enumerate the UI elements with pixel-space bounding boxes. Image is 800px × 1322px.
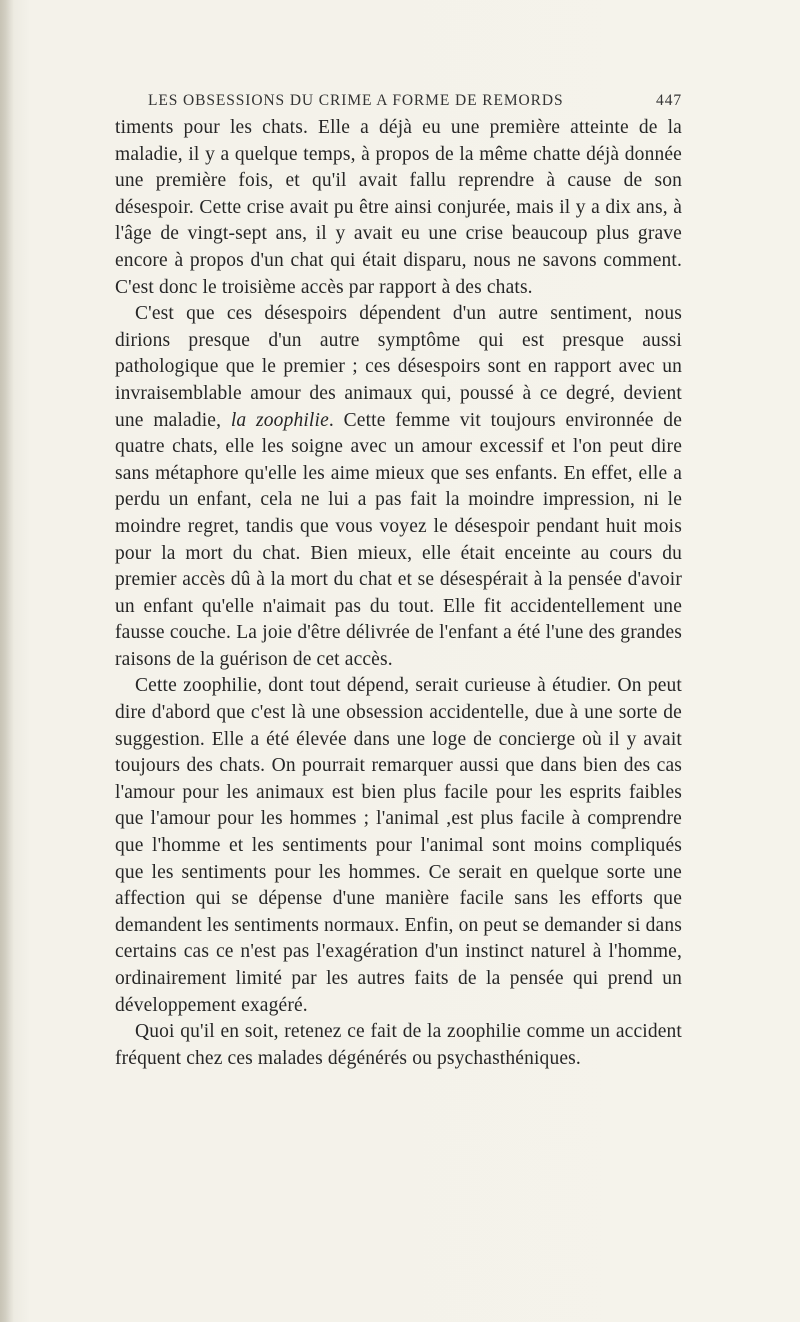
page-number: 447 (656, 92, 682, 109)
paragraph-2-after: . Cette femme vit toujours environnée de quatre chats, elle les soigne avec un amour excessif et l'on peut dire sans métaphore qu'elle les aime mieux que ses enfants. En effet, elle a perdu un enfant, cela ne lui a pas fait la moindre impression, ni le moindre regret, tandis que vous voyez le désespoir pendant huit mois pour la mort du chat. Bien mieux, elle était enceinte au cours du premier accès dû à la mort du chat et se désespérait à la pensée d'avoir un enfant qu'elle n'aimait pas du tout. Elle fit accidentellement une fausse couche. La joie d'être délivrée de l'enfant a été l'une des grandes raisons de la guérison de cet accès. (115, 409, 683, 670)
running-title: LES OBSESSIONS DU CRIME A FORME DE REMORDS (148, 92, 564, 109)
body-text (115, 115, 682, 1072)
spine-shadow (0, 0, 14, 1322)
paragraph-3: Cette zoophilie, dont tout dépend, serait curieuse à étudier. On peut dire d'abord que c'est là une obsession accidentelle, due à une sorte de suggestion. Elle a été élevée dans une loge de concierge où il y avait toujours des chats. On pourrait remarquer aussi que dans bien des cas l'amour pour les animaux est bien plus facile pour les esprits faibles que l'amour pour les hommes ; l'animal ,est plus facile à comprendre que l'homme et les sentiments pour l'animal sont moins compliqués que les sentiments pour les hommes. Ce serait en quelque sorte une affection qui se dépense d'une manière facile sans les efforts que demandent les sentiments normaux. Enfin, on peut se demander si dans certains cas ce n'est pas l'exagération d'un instinct naturel à l'homme, ordinairement limité par les autres faits de la pensée qui prend un développement exagéré. (115, 675, 682, 1016)
zoophilie-term: la zoophilie (230, 409, 329, 431)
paragraph-1: timents pour les chats. Elle a déjà eu une première atteinte de la maladie, il y a quelque temps, à propos de la même chatte déjà donnée une première fois, et qu'il avait fallu reprendre à cause de son désespoir. Cette crise avait pu être ainsi conjurée, mais il y a dix ans, à l'âge de vingt-sept ans, il y avait eu une crise beaucoup plus grave encore à propos d'un chat qui était disparu, nous ne savons comment. C'est donc le troisième accès par rapport à des chats. (115, 117, 682, 298)
paragraph-2 (115, 301, 682, 673)
running-header (148, 92, 682, 112)
paragraph-2-before: C'est que ces désespoirs dépendent d'un autre sentiment, nous dirions presque d'un autre symptôme qui est presque aussi pathologique que le premier ; ces désespoirs sont en rapport avec un invraisemblable amour des animaux qui, poussé à ce degré, devient une maladie, (115, 303, 682, 431)
paragraph-4: Quoi qu'il en soit, retenez ce fait de la zoophilie comme un accident fréquent chez ces malades dégénérés ou psychasthéniques. (115, 1021, 682, 1069)
